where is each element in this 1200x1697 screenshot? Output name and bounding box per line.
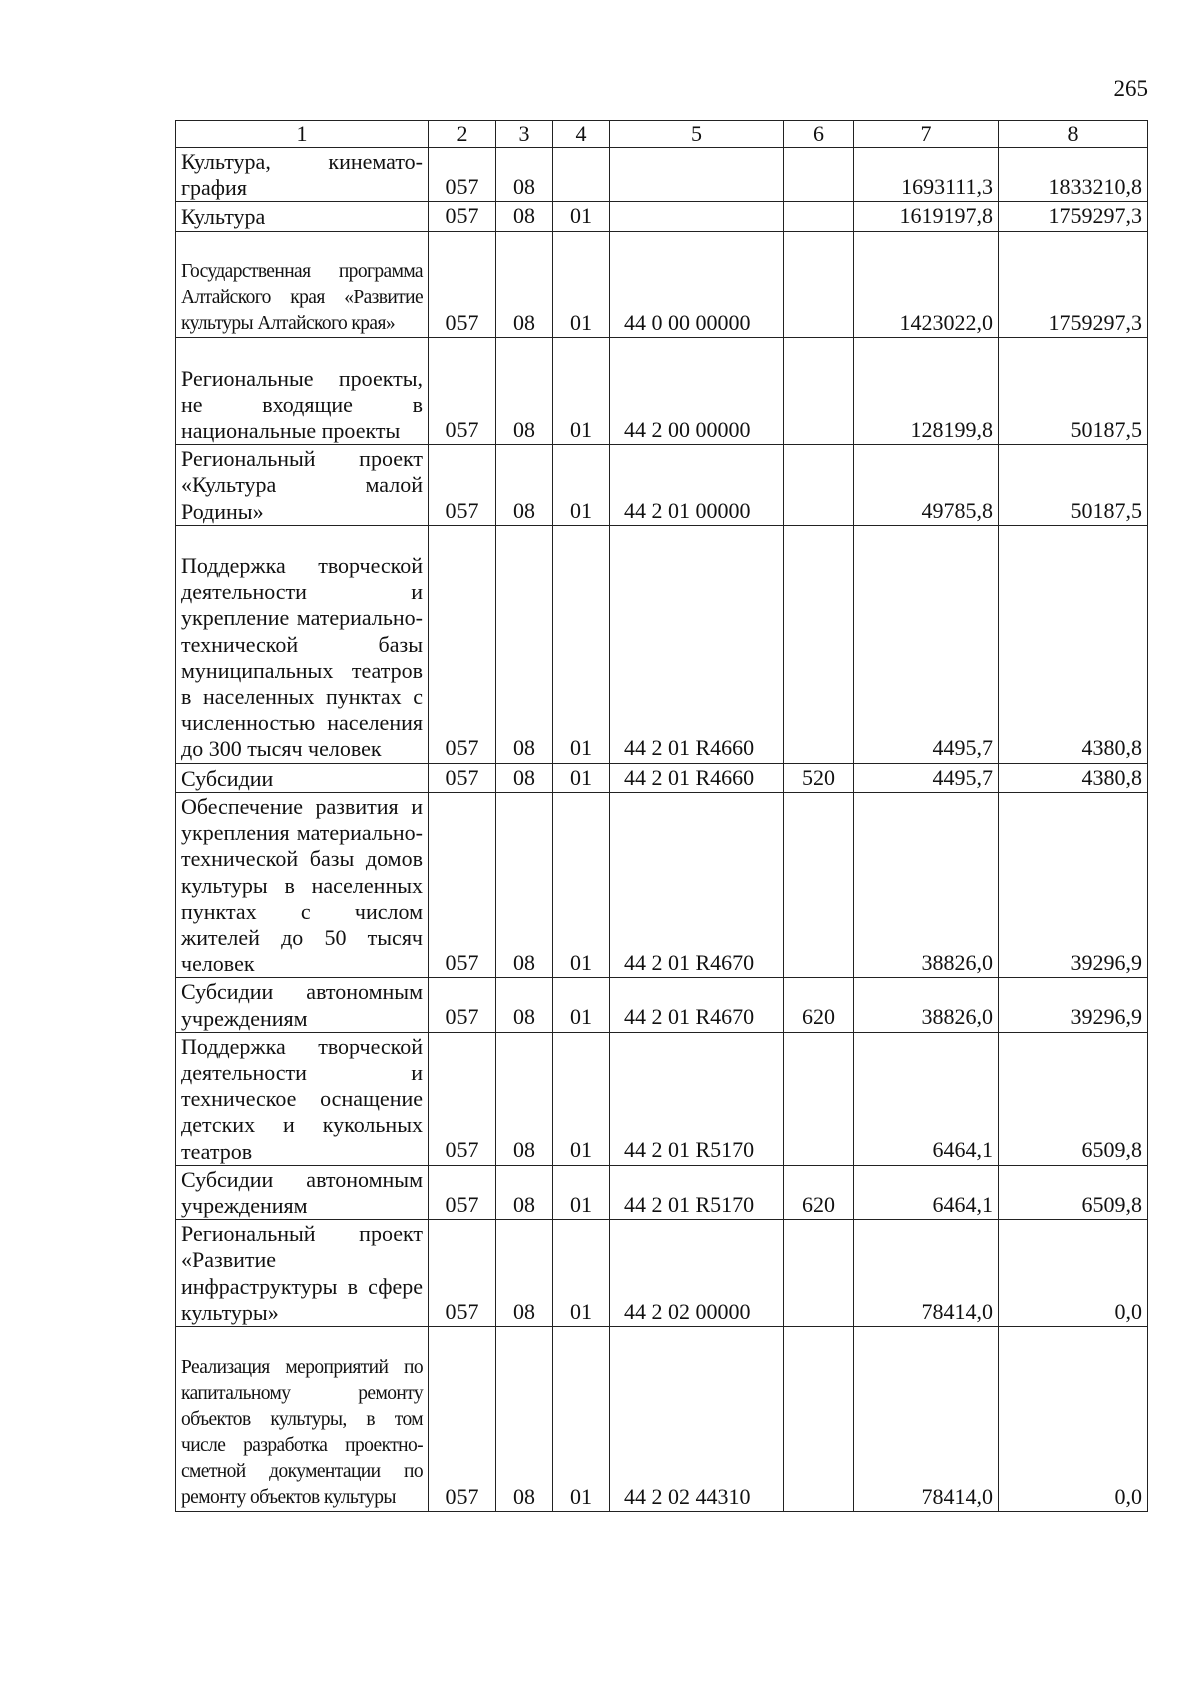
cell-amount-col7: 4495,7 bbox=[854, 525, 999, 763]
cell-target-article: 44 2 01 R4670 bbox=[610, 978, 784, 1032]
table-row bbox=[176, 978, 1148, 1032]
cell-section: 08 bbox=[496, 148, 553, 202]
cell-expense-type: 520 bbox=[784, 763, 854, 792]
row-name-cell: Поддержка творческой деятельности и техническое оснащение детских и кукольных театров bbox=[176, 1032, 429, 1165]
cell-ministry-code: 057 bbox=[429, 792, 496, 977]
column-header: 2 bbox=[429, 121, 496, 148]
row-name-cell: Региональный проект «Культура малой Родины» bbox=[176, 445, 429, 526]
cell-section: 08 bbox=[496, 1220, 553, 1327]
cell-amount-col7: 1619197,8 bbox=[854, 202, 999, 231]
cell-amount-col8: 4380,8 bbox=[999, 763, 1148, 792]
cell-subsection: 01 bbox=[553, 525, 610, 763]
cell-target-article: 44 2 00 00000 bbox=[610, 338, 784, 445]
table-row bbox=[176, 445, 1148, 526]
cell-expense-type: 620 bbox=[784, 1165, 854, 1219]
row-name-cell: Субсидии bbox=[176, 763, 429, 792]
cell-section: 08 bbox=[496, 1165, 553, 1219]
cell-expense-type bbox=[784, 148, 854, 202]
column-header: 5 bbox=[610, 121, 784, 148]
cell-section: 08 bbox=[496, 202, 553, 231]
cell-target-article: 44 2 01 R4660 bbox=[610, 525, 784, 763]
row-name-cell: Региональные проекты, не входящие в национальные проекты bbox=[176, 338, 429, 445]
cell-amount-col8: 1759297,3 bbox=[999, 231, 1148, 338]
cell-amount-col7: 38826,0 bbox=[854, 978, 999, 1032]
row-name-cell: Государственная программа Алтайского края «Развитие культуры Алтайского края» bbox=[176, 231, 429, 338]
cell-subsection bbox=[553, 148, 610, 202]
cell-amount-col8: 0,0 bbox=[999, 1220, 1148, 1327]
cell-expense-type bbox=[784, 1220, 854, 1327]
column-header: 7 bbox=[854, 121, 999, 148]
cell-amount-col7: 6464,1 bbox=[854, 1165, 999, 1219]
cell-amount-col8: 4380,8 bbox=[999, 525, 1148, 763]
cell-section: 08 bbox=[496, 1032, 553, 1165]
row-name-cell: Субсидии автономным учреждениям bbox=[176, 1165, 429, 1219]
cell-ministry-code: 057 bbox=[429, 1165, 496, 1219]
cell-subsection: 01 bbox=[553, 445, 610, 526]
cell-target-article: 44 2 01 R4670 bbox=[610, 792, 784, 977]
table-header-row bbox=[176, 121, 1148, 148]
page-number: 265 bbox=[1113, 76, 1148, 101]
cell-expense-type bbox=[784, 231, 854, 338]
cell-amount-col7: 128199,8 bbox=[854, 338, 999, 445]
cell-section: 08 bbox=[496, 978, 553, 1032]
cell-target-article: 44 2 02 44310 bbox=[610, 1326, 784, 1511]
cell-target-article: 44 2 01 00000 bbox=[610, 445, 784, 526]
cell-section: 08 bbox=[496, 792, 553, 977]
row-name-cell: Культура, кинемато-графия bbox=[176, 148, 429, 202]
table-row bbox=[176, 148, 1148, 202]
cell-ministry-code: 057 bbox=[429, 445, 496, 526]
cell-ministry-code: 057 bbox=[429, 1220, 496, 1327]
cell-section: 08 bbox=[496, 338, 553, 445]
cell-subsection: 01 bbox=[553, 1220, 610, 1327]
cell-section: 08 bbox=[496, 445, 553, 526]
cell-expense-type bbox=[784, 525, 854, 763]
cell-ministry-code: 057 bbox=[429, 763, 496, 792]
table-row bbox=[176, 1032, 1148, 1165]
cell-expense-type: 620 bbox=[784, 978, 854, 1032]
cell-amount-col7: 49785,8 bbox=[854, 445, 999, 526]
column-header: 4 bbox=[553, 121, 610, 148]
column-header: 3 bbox=[496, 121, 553, 148]
table-row bbox=[176, 792, 1148, 977]
row-name-cell: Культура bbox=[176, 202, 429, 231]
cell-amount-col7: 78414,0 bbox=[854, 1326, 999, 1511]
row-name-cell: Обеспечение развития и укрепления материально-технической базы домов культуры в населенных пунктах с числом жителей до 50 тысяч человек bbox=[176, 792, 429, 977]
cell-subsection: 01 bbox=[553, 792, 610, 977]
cell-subsection: 01 bbox=[553, 338, 610, 445]
cell-amount-col7: 1693111,3 bbox=[854, 148, 999, 202]
cell-subsection: 01 bbox=[553, 1326, 610, 1511]
cell-subsection: 01 bbox=[553, 1165, 610, 1219]
cell-ministry-code: 057 bbox=[429, 148, 496, 202]
cell-target-article: 44 0 00 00000 bbox=[610, 231, 784, 338]
cell-amount-col8: 50187,5 bbox=[999, 338, 1148, 445]
cell-amount-col8: 39296,9 bbox=[999, 978, 1148, 1032]
table-row bbox=[176, 1220, 1148, 1327]
cell-subsection: 01 bbox=[553, 763, 610, 792]
cell-expense-type bbox=[784, 1326, 854, 1511]
row-name-cell: Реализация мероприятий по капитальному ремонту объектов культуры, в том числе разработка проектно-сметной документации по ремонту объектов культуры bbox=[176, 1326, 429, 1511]
cell-amount-col7: 4495,7 bbox=[854, 763, 999, 792]
table-row bbox=[176, 1165, 1148, 1219]
cell-amount-col7: 38826,0 bbox=[854, 792, 999, 977]
cell-ministry-code: 057 bbox=[429, 978, 496, 1032]
cell-amount-col7: 1423022,0 bbox=[854, 231, 999, 338]
table-row bbox=[176, 525, 1148, 763]
cell-amount-col7: 78414,0 bbox=[854, 1220, 999, 1327]
cell-subsection: 01 bbox=[553, 978, 610, 1032]
cell-target-article: 44 2 01 R5170 bbox=[610, 1165, 784, 1219]
cell-target-article: 44 2 02 00000 bbox=[610, 1220, 784, 1327]
cell-section: 08 bbox=[496, 231, 553, 338]
cell-target-article bbox=[610, 202, 784, 231]
table-row bbox=[176, 1326, 1148, 1511]
row-name-cell: Региональный проект «Развитие инфраструктуры в сфере культуры» bbox=[176, 1220, 429, 1327]
cell-amount-col8: 1759297,3 bbox=[999, 202, 1148, 231]
cell-ministry-code: 057 bbox=[429, 1032, 496, 1165]
column-header: 8 bbox=[999, 121, 1148, 148]
cell-section: 08 bbox=[496, 763, 553, 792]
cell-amount-col8: 50187,5 bbox=[999, 445, 1148, 526]
cell-expense-type bbox=[784, 338, 854, 445]
cell-amount-col8: 39296,9 bbox=[999, 792, 1148, 977]
cell-target-article bbox=[610, 148, 784, 202]
cell-target-article: 44 2 01 R4660 bbox=[610, 763, 784, 792]
cell-amount-col7: 6464,1 bbox=[854, 1032, 999, 1165]
row-name-cell: Поддержка творческой деятельности и укрепление материально-технической базы муниципальных театров в населенных пунктах с численностью населения до 300 тысяч человек bbox=[176, 525, 429, 763]
cell-amount-col8: 6509,8 bbox=[999, 1032, 1148, 1165]
cell-target-article: 44 2 01 R5170 bbox=[610, 1032, 784, 1165]
cell-subsection: 01 bbox=[553, 1032, 610, 1165]
table-row bbox=[176, 338, 1148, 445]
cell-ministry-code: 057 bbox=[429, 231, 496, 338]
cell-ministry-code: 057 bbox=[429, 525, 496, 763]
cell-ministry-code: 057 bbox=[429, 202, 496, 231]
cell-amount-col8: 1833210,8 bbox=[999, 148, 1148, 202]
budget-table bbox=[175, 120, 1148, 1512]
cell-ministry-code: 057 bbox=[429, 338, 496, 445]
table-row bbox=[176, 231, 1148, 338]
cell-ministry-code: 057 bbox=[429, 1326, 496, 1511]
cell-expense-type bbox=[784, 202, 854, 231]
cell-section: 08 bbox=[496, 1326, 553, 1511]
column-header: 1 bbox=[176, 121, 429, 148]
table-row bbox=[176, 763, 1148, 792]
cell-amount-col8: 0,0 bbox=[999, 1326, 1148, 1511]
cell-amount-col8: 6509,8 bbox=[999, 1165, 1148, 1219]
cell-section: 08 bbox=[496, 525, 553, 763]
column-header: 6 bbox=[784, 121, 854, 148]
cell-subsection: 01 bbox=[553, 231, 610, 338]
table-row bbox=[176, 202, 1148, 231]
cell-expense-type bbox=[784, 1032, 854, 1165]
cell-expense-type bbox=[784, 792, 854, 977]
row-name-cell: Субсидии автономным учреждениям bbox=[176, 978, 429, 1032]
cell-expense-type bbox=[784, 445, 854, 526]
cell-subsection: 01 bbox=[553, 202, 610, 231]
